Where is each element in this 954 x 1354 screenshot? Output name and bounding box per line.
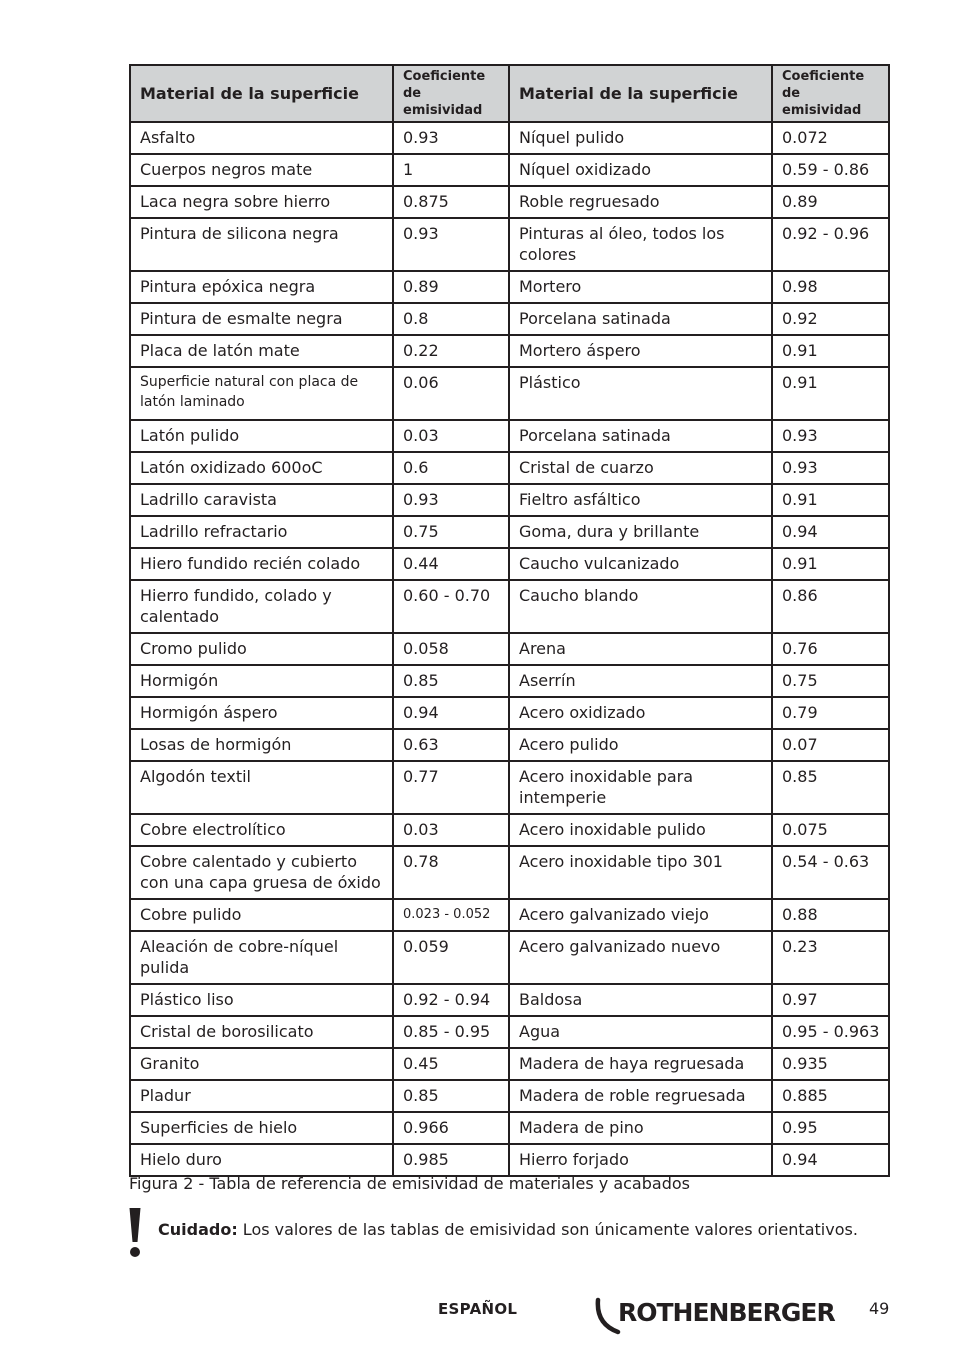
table-row bbox=[130, 271, 889, 303]
cell-coefficient: 0.935 bbox=[772, 1048, 889, 1080]
header-material-2: Material de la superficie bbox=[509, 65, 772, 122]
cell-coefficient: 0.63 bbox=[393, 729, 509, 761]
rothenberger-logo bbox=[594, 1294, 844, 1336]
table-row bbox=[130, 665, 889, 697]
table-row bbox=[130, 633, 889, 665]
cell-coefficient: 0.93 bbox=[393, 218, 509, 271]
cell-material: Acero inoxidable tipo 301 bbox=[509, 846, 772, 899]
cell-coefficient: 0.76 bbox=[772, 633, 889, 665]
cell-material: Hormigón bbox=[130, 665, 393, 697]
table-row bbox=[130, 1080, 889, 1112]
table-row bbox=[130, 1112, 889, 1144]
table-row bbox=[130, 367, 889, 420]
cell-material: Hielo duro bbox=[130, 1144, 393, 1176]
cell-material: Cobre electrolítico bbox=[130, 814, 393, 846]
cell-material: Hierro forjado bbox=[509, 1144, 772, 1176]
cell-material: Superficies de hielo bbox=[130, 1112, 393, 1144]
table-row bbox=[130, 420, 889, 452]
cell-coefficient: 0.75 bbox=[772, 665, 889, 697]
cell-material: Porcelana satinada bbox=[509, 303, 772, 335]
cell-material: Goma, dura y brillante bbox=[509, 516, 772, 548]
cell-coefficient: 0.59 - 0.86 bbox=[772, 154, 889, 186]
cell-coefficient: 0.88 bbox=[772, 899, 889, 931]
cell-material: Pinturas al óleo, todos los colores bbox=[509, 218, 772, 271]
warning-text: Los valores de las tablas de emisividad son únicamente valores orientativos. bbox=[237, 1220, 858, 1239]
table-header-row bbox=[130, 65, 889, 122]
cell-material: Madera de roble regruesada bbox=[509, 1080, 772, 1112]
cell-material: Algodón textil bbox=[130, 761, 393, 814]
table-row bbox=[130, 814, 889, 846]
cell-material: Aleación de cobre-níquel pulida bbox=[130, 931, 393, 984]
cell-material: Acero oxidizado bbox=[509, 697, 772, 729]
cell-coefficient: 0.6 bbox=[393, 452, 509, 484]
cell-material: Ladrillo refractario bbox=[130, 516, 393, 548]
cell-coefficient: 0.93 bbox=[393, 122, 509, 154]
cell-coefficient: 0.03 bbox=[393, 420, 509, 452]
table-row bbox=[130, 729, 889, 761]
header-material-1: Material de la superficie bbox=[130, 65, 393, 122]
cell-material: Arena bbox=[509, 633, 772, 665]
cell-coefficient: 1 bbox=[393, 154, 509, 186]
cell-material: Pintura de esmalte negra bbox=[130, 303, 393, 335]
table-row bbox=[130, 846, 889, 899]
footer-language: ESPAÑOL bbox=[438, 1300, 518, 1318]
cell-coefficient: 0.072 bbox=[772, 122, 889, 154]
cell-coefficient: 0.85 - 0.95 bbox=[393, 1016, 509, 1048]
cell-coefficient: 0.07 bbox=[772, 729, 889, 761]
cell-material: Pintura epóxica negra bbox=[130, 271, 393, 303]
cell-material: Placa de latón mate bbox=[130, 335, 393, 367]
cell-material: Baldosa bbox=[509, 984, 772, 1016]
cell-coefficient: 0.03 bbox=[393, 814, 509, 846]
cell-material: Cobre calentado y cubierto con una capa gruesa de óxido bbox=[130, 846, 393, 899]
cell-coefficient: 0.54 - 0.63 bbox=[772, 846, 889, 899]
cell-coefficient: 0.06 bbox=[393, 367, 509, 420]
cell-material: Ladrillo caravista bbox=[130, 484, 393, 516]
cell-coefficient: 0.85 bbox=[772, 761, 889, 814]
table-body bbox=[130, 122, 889, 1176]
cell-material: Cromo pulido bbox=[130, 633, 393, 665]
table-row bbox=[130, 580, 889, 633]
cell-material: Aserrín bbox=[509, 665, 772, 697]
cell-coefficient: 0.91 bbox=[772, 367, 889, 420]
table-row bbox=[130, 1016, 889, 1048]
cell-material: Granito bbox=[130, 1048, 393, 1080]
cell-material: Hierro fundido, colado y calentado bbox=[130, 580, 393, 633]
header-coefficient-1: Coeficiente de emisividad bbox=[393, 65, 509, 122]
cell-coefficient: 0.93 bbox=[393, 484, 509, 516]
cell-coefficient: 0.92 - 0.96 bbox=[772, 218, 889, 271]
cell-coefficient: 0.60 - 0.70 bbox=[393, 580, 509, 633]
cell-coefficient: 0.44 bbox=[393, 548, 509, 580]
table-row bbox=[130, 761, 889, 814]
cell-coefficient: 0.98 bbox=[772, 271, 889, 303]
cell-coefficient: 0.89 bbox=[393, 271, 509, 303]
cell-material: Porcelana satinada bbox=[509, 420, 772, 452]
cell-coefficient: 0.78 bbox=[393, 846, 509, 899]
cell-coefficient: 0.95 - 0.963 bbox=[772, 1016, 889, 1048]
cell-material: Fieltro asfáltico bbox=[509, 484, 772, 516]
cell-coefficient: 0.79 bbox=[772, 697, 889, 729]
warning-note bbox=[158, 1220, 858, 1240]
table-row bbox=[130, 548, 889, 580]
cell-coefficient: 0.45 bbox=[393, 1048, 509, 1080]
cell-coefficient: 0.92 - 0.94 bbox=[393, 984, 509, 1016]
cell-coefficient: 0.94 bbox=[393, 697, 509, 729]
cell-coefficient: 0.93 bbox=[772, 420, 889, 452]
cell-material: Acero galvanizado viejo bbox=[509, 899, 772, 931]
table-row bbox=[130, 931, 889, 984]
cell-coefficient: 0.075 bbox=[772, 814, 889, 846]
cell-material: Cuerpos negros mate bbox=[130, 154, 393, 186]
cell-coefficient: 0.91 bbox=[772, 548, 889, 580]
cell-material: Cobre pulido bbox=[130, 899, 393, 931]
cell-coefficient: 0.93 bbox=[772, 452, 889, 484]
cell-material: Pladur bbox=[130, 1080, 393, 1112]
cell-coefficient: 0.92 bbox=[772, 303, 889, 335]
table-row bbox=[130, 1144, 889, 1176]
cell-coefficient: 0.85 bbox=[393, 665, 509, 697]
cell-coefficient: 0.94 bbox=[772, 516, 889, 548]
cell-material: Níquel oxidizado bbox=[509, 154, 772, 186]
cell-coefficient: 0.058 bbox=[393, 633, 509, 665]
table-row bbox=[130, 484, 889, 516]
cell-coefficient: 0.885 bbox=[772, 1080, 889, 1112]
table-row bbox=[130, 984, 889, 1016]
cell-material: Cristal de cuarzo bbox=[509, 452, 772, 484]
cell-coefficient: 0.8 bbox=[393, 303, 509, 335]
cell-material: Hormigón áspero bbox=[130, 697, 393, 729]
cell-coefficient: 0.75 bbox=[393, 516, 509, 548]
cell-material: Acero pulido bbox=[509, 729, 772, 761]
cell-material: Roble regruesado bbox=[509, 186, 772, 218]
table-row bbox=[130, 452, 889, 484]
page-number: 49 bbox=[869, 1299, 890, 1318]
table-row bbox=[130, 218, 889, 271]
cell-coefficient: 0.023 - 0.052 bbox=[393, 899, 509, 931]
cell-coefficient: 0.875 bbox=[393, 186, 509, 218]
emissivity-table bbox=[129, 64, 890, 1177]
cell-material: Caucho blando bbox=[509, 580, 772, 633]
cell-material: Madera de pino bbox=[509, 1112, 772, 1144]
table-row bbox=[130, 516, 889, 548]
cell-coefficient: 0.77 bbox=[393, 761, 509, 814]
exclamation-icon bbox=[128, 1206, 142, 1258]
cell-coefficient: 0.95 bbox=[772, 1112, 889, 1144]
cell-material: Mortero bbox=[509, 271, 772, 303]
logo-wordmark: ROTHENBERGER bbox=[618, 1298, 835, 1327]
cell-material: Latón oxidizado 600oC bbox=[130, 452, 393, 484]
cell-coefficient: 0.91 bbox=[772, 335, 889, 367]
table-row bbox=[130, 303, 889, 335]
table-row bbox=[130, 697, 889, 729]
table-row bbox=[130, 335, 889, 367]
table-row bbox=[130, 899, 889, 931]
cell-coefficient: 0.85 bbox=[393, 1080, 509, 1112]
cell-coefficient: 0.966 bbox=[393, 1112, 509, 1144]
cell-material: Plástico bbox=[509, 367, 772, 420]
header-coefficient-2: Coeficiente de emisividad bbox=[772, 65, 889, 122]
cell-coefficient: 0.985 bbox=[393, 1144, 509, 1176]
cell-material: Cristal de borosilicato bbox=[130, 1016, 393, 1048]
table-row bbox=[130, 1048, 889, 1080]
cell-material: Acero inoxidable pulido bbox=[509, 814, 772, 846]
cell-material: Laca negra sobre hierro bbox=[130, 186, 393, 218]
cell-coefficient: 0.86 bbox=[772, 580, 889, 633]
cell-coefficient: 0.23 bbox=[772, 931, 889, 984]
cell-coefficient: 0.97 bbox=[772, 984, 889, 1016]
cell-material: Pintura de silicona negra bbox=[130, 218, 393, 271]
table-row bbox=[130, 154, 889, 186]
cell-material: Plástico liso bbox=[130, 984, 393, 1016]
cell-material: Mortero áspero bbox=[509, 335, 772, 367]
cell-material: Acero galvanizado nuevo bbox=[509, 931, 772, 984]
cell-coefficient: 0.89 bbox=[772, 186, 889, 218]
cell-material: Superficie natural con placa de latón laminado bbox=[130, 367, 393, 420]
cell-material: Madera de haya regruesada bbox=[509, 1048, 772, 1080]
cell-material: Níquel pulido bbox=[509, 122, 772, 154]
table-row bbox=[130, 186, 889, 218]
cell-material: Caucho vulcanizado bbox=[509, 548, 772, 580]
cell-material: Latón pulido bbox=[130, 420, 393, 452]
cell-coefficient: 0.94 bbox=[772, 1144, 889, 1176]
cell-material: Agua bbox=[509, 1016, 772, 1048]
cell-material: Losas de hormigón bbox=[130, 729, 393, 761]
cell-material: Asfalto bbox=[130, 122, 393, 154]
cell-material: Acero inoxidable para intemperie bbox=[509, 761, 772, 814]
table-row bbox=[130, 122, 889, 154]
cell-material: Hiero fundido recién colado bbox=[130, 548, 393, 580]
cell-coefficient: 0.22 bbox=[393, 335, 509, 367]
figure-caption: Figura 2 - Tabla de referencia de emisividad de materiales y acabados bbox=[129, 1174, 690, 1193]
cell-coefficient: 0.91 bbox=[772, 484, 889, 516]
warning-label: Cuidado: bbox=[158, 1220, 238, 1239]
cell-coefficient: 0.059 bbox=[393, 931, 509, 984]
